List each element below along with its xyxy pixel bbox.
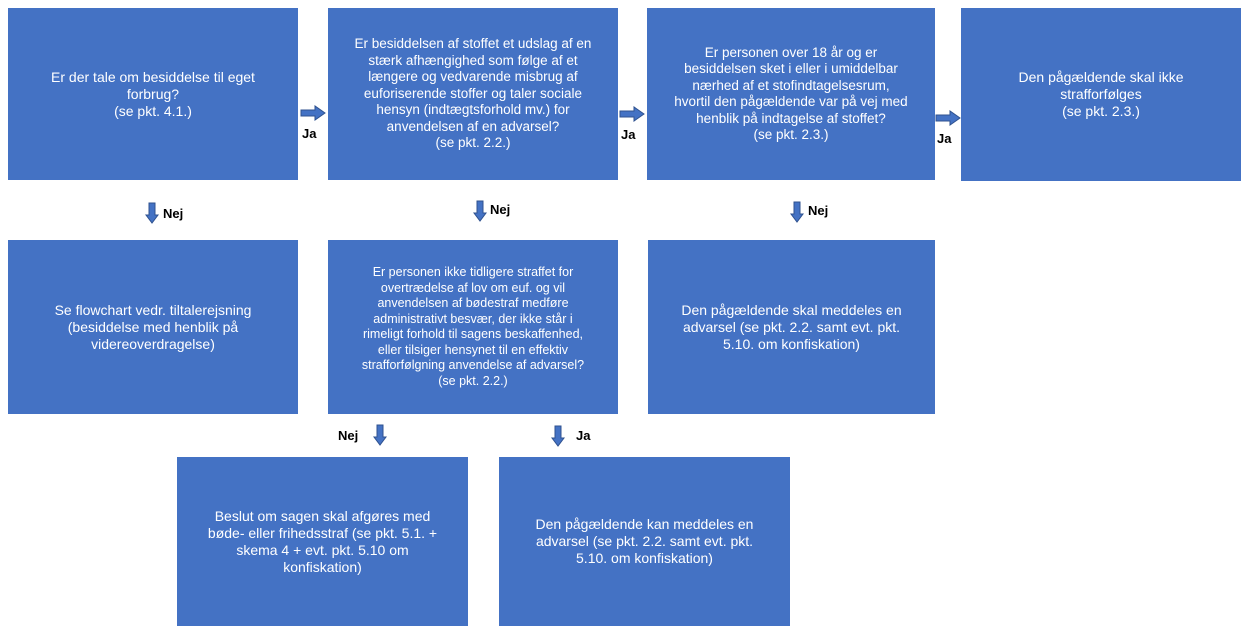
arrow-right-icon (619, 106, 645, 122)
result-warning-must-box: Den pågældende skal meddeles en advarsel (se pkt. 2.2. samt evt. pkt. 5.10. om konfiskation) (648, 240, 935, 414)
result-flowchart-box: Se flowchart vedr. tiltalerejsning (besiddelse med henblik på videreoverdragelse) (8, 240, 298, 414)
result-decide-penalty-box: Beslut om sagen skal afgøres med bøde- eller frihedsstraf (se pkt. 5.1. + skema 4 + evt. pkt. 5.10 om konfiskation) (177, 457, 468, 626)
question-own-use-box: Er der tale om besiddelse til eget forbrug? (se pkt. 4.1.) (8, 8, 298, 180)
no-label: Nej (490, 202, 511, 217)
arrow-down-icon (473, 200, 487, 222)
arrow-right-icon (300, 105, 326, 121)
result-no-prosecution-box: Den pågældende skal ikke strafforfølges (se pkt. 2.3.) (961, 8, 1241, 181)
arrow-down-icon (373, 424, 387, 446)
yes-label: Ja (576, 428, 591, 443)
arrow-down-icon (145, 202, 159, 224)
arrow-right-icon (935, 110, 961, 126)
yes-label: Ja (621, 127, 636, 142)
arrow-down-icon (790, 201, 804, 223)
arrow-down-icon (551, 425, 565, 447)
no-label: Nej (338, 428, 359, 443)
question-not-previously-convicted-box: Er personen ikke tidligere straffet for overtrædelse af lov om euf. og vil anvendelsen af bødestraf medføre administrativt besvær, der ikke står i rimeligt forhold til sagens beskaffenhed, eller tilsiger hensynet til en effektiv strafforfølgning anvendelse af advarsel? (se pkt. 2.2.) (328, 240, 618, 414)
yes-label: Ja (302, 126, 317, 141)
yes-label: Ja (937, 131, 952, 146)
no-label: Nej (808, 203, 829, 218)
result-warning-may-box: Den pågældende kan meddeles en advarsel (se pkt. 2.2. samt evt. pkt. 5.10. om konfiskation) (499, 457, 790, 626)
no-label: Nej (163, 206, 184, 221)
question-over-18-box: Er personen over 18 år og er besiddelsen sket i eller i umiddelbar nærhed af et stofindtagelsesrum, hvortil den pågældende var på vej med henblik på indtagelse af stoffet? (se pkt. 2.3.) (647, 8, 935, 180)
question-addiction-box: Er besiddelsen af stoffet et udslag af en stærk afhængighed som følge af et længere og vedvarende misbrug af euforiserende stoffer og taler sociale hensyn (indtægtsforhold mv.) for anvendelsen af en advarsel? (se pkt. 2.2.) (328, 8, 618, 180)
